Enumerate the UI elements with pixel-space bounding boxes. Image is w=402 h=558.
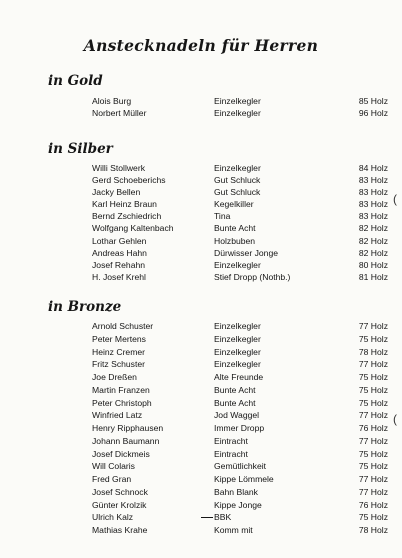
member-name: Bernd Zschiedrich	[92, 211, 162, 222]
member-name: Karl Heinz Braun	[92, 199, 157, 210]
points-value: 84 Holz	[358, 163, 388, 173]
page-title: Anstecknadeln für Herren	[83, 36, 319, 55]
table-row	[0, 210, 402, 222]
member-name: Wolfgang Kaltenbach	[92, 223, 174, 234]
points-value: 75 Holz	[358, 512, 388, 523]
table-row	[0, 95, 402, 107]
points-value: 75 Holz	[358, 448, 388, 459]
section-heading-silver: in Silber	[48, 141, 113, 157]
club-name: Einzelkegler	[214, 108, 261, 119]
club-name: Immer Dropp	[214, 423, 265, 433]
table-row	[0, 397, 402, 410]
club-name: Einzelkegler	[214, 259, 261, 270]
member-name: Gerd Schoeberichs	[92, 175, 166, 186]
table-row	[0, 524, 402, 537]
member-name: Peter Christoph	[92, 397, 152, 408]
points-value: 83 Holz	[358, 175, 388, 186]
club-name: Gut Schluck	[214, 187, 261, 198]
club-name: Kippe Lömmele	[214, 474, 274, 484]
club-name: Eintracht	[214, 435, 248, 446]
table-row	[0, 473, 402, 486]
club-name: Tina	[214, 211, 231, 222]
member-name: Fritz Schuster	[92, 359, 146, 370]
points-value: 83 Holz	[358, 199, 388, 210]
points-value: 77 Holz	[358, 359, 388, 370]
club-name: Einzelkegler	[214, 96, 261, 106]
points-value: 77 Holz	[358, 474, 388, 484]
table-row	[0, 162, 402, 174]
member-name: Joe Dreßen	[92, 372, 137, 382]
section-heading-gold: in Gold	[48, 73, 103, 89]
table-row	[0, 499, 402, 512]
points-value: 85 Holz	[358, 96, 388, 106]
points-value: 75 Holz	[358, 461, 388, 472]
member-name: Jacky Bellen	[92, 187, 141, 198]
points-value: 78 Holz	[358, 346, 388, 357]
points-value: 77 Holz	[358, 410, 388, 421]
club-name: Eintracht	[214, 448, 248, 459]
club-name: Einzelkegler	[214, 359, 261, 370]
table-row	[0, 320, 402, 333]
club-name: Einzelkegler	[214, 321, 261, 331]
silver-list	[0, 162, 402, 283]
table-row	[0, 346, 402, 359]
club-name: Jod Waggel	[214, 410, 260, 421]
member-name: Peter Mertens	[92, 333, 146, 344]
table-row	[0, 511, 402, 524]
points-value: 82 Holz	[358, 247, 388, 258]
bronze-list	[0, 320, 402, 537]
member-name: Winfried Latz	[92, 410, 143, 421]
table-row	[0, 107, 402, 119]
points-value: 75 Holz	[358, 397, 388, 408]
section-heading-bronze: in Bronze	[48, 299, 122, 315]
table-row	[0, 222, 402, 234]
member-name: Josef Dickmeis	[92, 448, 150, 459]
table-row	[0, 333, 402, 346]
member-name: Fred Gran	[92, 474, 132, 484]
table-row	[0, 271, 402, 283]
points-value: 77 Holz	[358, 321, 388, 331]
table-row	[0, 435, 402, 448]
points-value: 82 Holz	[358, 235, 388, 246]
table-row	[0, 384, 402, 397]
table-row	[0, 235, 402, 247]
points-value: 75 Holz	[358, 333, 388, 344]
club-name: Kegelkiller	[214, 199, 254, 210]
club-name: Einzelkegler	[214, 163, 261, 173]
points-value: 96 Holz	[358, 108, 388, 119]
table-row	[0, 259, 402, 271]
club-name: Komm mit	[214, 525, 253, 535]
club-name: Alte Freunde	[214, 372, 264, 382]
member-name: Lothar Gehlen	[92, 235, 147, 246]
member-name: Günter Krolzik	[92, 499, 147, 510]
club-name: BBK	[214, 512, 232, 523]
club-name: Bunte Acht	[214, 223, 256, 234]
member-name: Norbert Müller	[92, 108, 147, 119]
member-name: Henry Ripphausen	[92, 423, 164, 433]
points-value: 76 Holz	[358, 499, 388, 510]
table-row	[0, 448, 402, 461]
member-name: Josef Rehahn	[92, 259, 146, 270]
club-name: Bunte Acht	[214, 384, 256, 395]
table-row	[0, 358, 402, 371]
points-value: 77 Holz	[358, 486, 388, 497]
table-row	[0, 371, 402, 384]
points-value: 81 Holz	[358, 271, 388, 282]
club-name: Einzelkegler	[214, 333, 261, 344]
punch-hole-mark: (	[393, 192, 397, 206]
points-value: 82 Holz	[358, 223, 388, 234]
club-name: Dürwisser Jonge	[214, 247, 278, 258]
table-row	[0, 186, 402, 198]
club-name: Stief Dropp (Nothb.)	[214, 271, 291, 282]
points-value: 75 Holz	[358, 384, 388, 395]
club-name: Bahn Blank	[214, 486, 258, 497]
club-name: Gemütlichkeit	[214, 461, 267, 472]
punch-hole-mark: (	[393, 412, 397, 426]
points-value: 83 Holz	[358, 187, 388, 198]
member-name: Josef Schnock	[92, 486, 148, 497]
member-name: Ulrich Kalz	[92, 512, 134, 523]
points-value: 76 Holz	[358, 423, 388, 433]
points-value: 77 Holz	[358, 435, 388, 446]
member-name: Andreas Hahn	[92, 247, 147, 258]
table-row	[0, 422, 402, 435]
dash-mark	[201, 517, 213, 518]
member-name: Willi Stollwerk	[92, 163, 145, 173]
table-row	[0, 247, 402, 259]
club-name: Kippe Jonge	[214, 499, 262, 510]
member-name: Mathias Krahe	[92, 525, 148, 535]
club-name: Bunte Acht	[214, 397, 256, 408]
table-row	[0, 486, 402, 499]
table-row	[0, 174, 402, 186]
points-value: 83 Holz	[358, 211, 388, 222]
table-row	[0, 409, 402, 422]
member-name: Johann Baumann	[92, 435, 160, 446]
table-row	[0, 460, 402, 473]
member-name: Alois Burg	[92, 96, 132, 106]
club-name: Holzbuben	[214, 235, 256, 246]
table-row	[0, 198, 402, 210]
club-name: Gut Schluck	[214, 175, 261, 186]
points-value: 78 Holz	[358, 525, 388, 535]
member-name: Arnold Schuster	[92, 321, 154, 331]
member-name: Martin Franzen	[92, 384, 150, 395]
member-name: Will Colaris	[92, 461, 135, 472]
member-name: Heinz Cremer	[92, 346, 146, 357]
points-value: 80 Holz	[358, 259, 388, 270]
member-name: H. Josef Krehl	[92, 271, 146, 282]
gold-list	[0, 95, 402, 119]
club-name: Einzelkegler	[214, 346, 261, 357]
points-value: 75 Holz	[358, 372, 388, 382]
